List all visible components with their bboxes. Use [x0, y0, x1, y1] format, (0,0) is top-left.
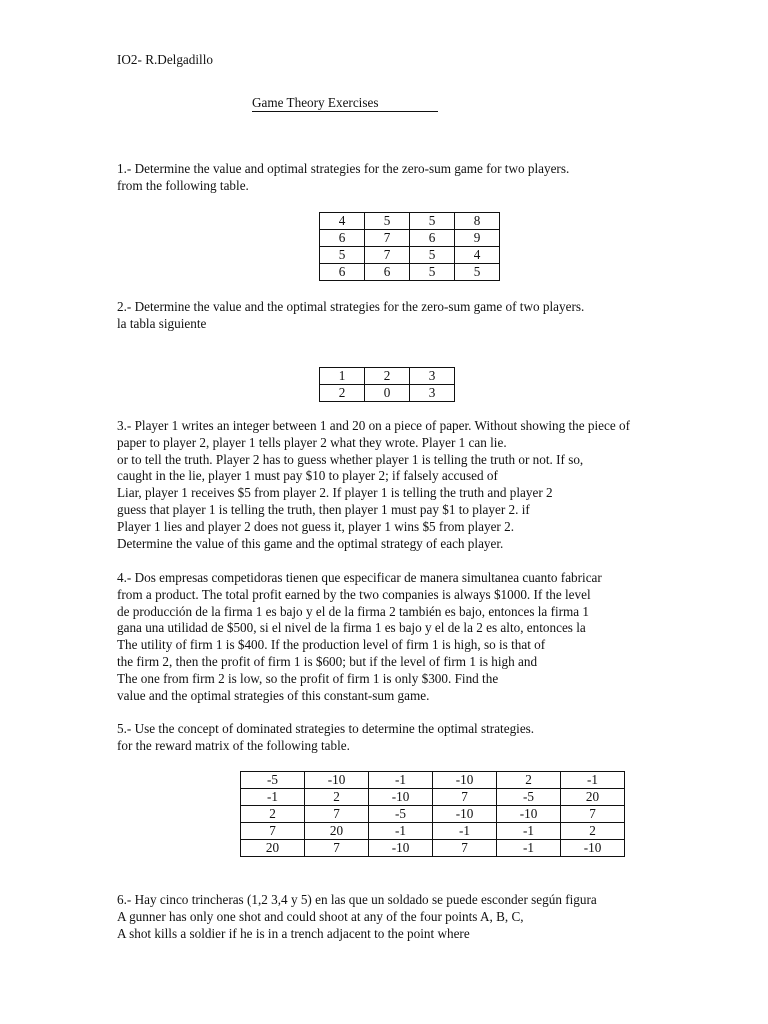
table-row [241, 823, 625, 840]
title-underline [252, 95, 438, 112]
exercise-1-table [319, 212, 500, 281]
exercise-1-line: 1.- Determine the value and optimal strategies for the zero-sum game for two players. [117, 161, 570, 176]
table-cell: 20 [561, 789, 625, 806]
exercise-2-line: la tabla siguiente [117, 315, 207, 331]
table-cell: 5 [410, 213, 455, 230]
table-cell: 2 [365, 368, 410, 385]
table-cell: -10 [433, 806, 497, 823]
exercise-3-line: paper to player 2, player 1 tells player 2 what they wrote. Player 1 can lie. [117, 434, 507, 450]
exercise-3-line: or to tell the truth. Player 2 has to guess whether player 1 is telling the truth or not. If so, [117, 451, 584, 467]
table-cell: 6 [410, 230, 455, 247]
table-row [320, 368, 455, 385]
table-row [241, 806, 625, 823]
table-cell: 7 [561, 806, 625, 823]
table-cell: -5 [497, 789, 561, 806]
table-cell: -5 [369, 806, 433, 823]
table-cell: -1 [433, 823, 497, 840]
exercise-6-line: A shot kills a soldier if he is in a trench adjacent to the point where [117, 925, 470, 941]
table-cell: 6 [320, 230, 365, 247]
table-cell: 5 [365, 213, 410, 230]
table-cell: 2 [497, 772, 561, 789]
table-cell: 7 [305, 840, 369, 857]
table-cell: -10 [497, 806, 561, 823]
table-cell: -10 [369, 840, 433, 857]
exercise-4-line: the firm 2, then the profit of firm 1 is $600; but if the level of firm 1 is high and [117, 653, 538, 669]
exercise-6-line: A gunner has only one shot and could shoot at any of the four points A, B, C, [117, 908, 524, 924]
table-cell: 1 [320, 368, 365, 385]
table-row [320, 264, 500, 281]
exercise-2-table [319, 367, 455, 402]
table-cell: 5 [410, 247, 455, 264]
table-cell: -10 [369, 789, 433, 806]
exercise-4-line: 4.- Dos empresas competidoras tienen que especificar de manera simultanea cuanto fabricar [117, 570, 602, 585]
table-cell: -1 [497, 840, 561, 857]
table-cell: 2 [241, 806, 305, 823]
exercise-4-line: value and the optimal strategies of this constant-sum game. [117, 687, 430, 703]
exercise-3-line: Player 1 lies and player 2 does not guess it, player 1 wins $5 from player 2. [117, 518, 515, 534]
table-cell: -5 [241, 772, 305, 789]
exercise-3-line: Determine the value of this game and the optimal strategy of each player. [117, 535, 504, 551]
exercise-6-text [117, 892, 597, 942]
exercise-5-line: for the reward matrix of the following table. [117, 737, 350, 753]
table-row [320, 385, 455, 402]
table-cell: -10 [561, 840, 625, 857]
table-cell: 2 [305, 789, 369, 806]
exercise-1-text [117, 161, 569, 195]
table-cell: 9 [455, 230, 500, 247]
table-cell: 4 [455, 247, 500, 264]
table-cell: 8 [455, 213, 500, 230]
author-header: IO2- R.Delgadillo [117, 52, 213, 67]
table-cell: 7 [433, 840, 497, 857]
exercise-3-line: Liar, player 1 receives $5 from player 2. If player 1 is telling the truth and player 2 [117, 485, 553, 501]
table-cell: 0 [365, 385, 410, 402]
exercise-4-line: de producción de la firma 1 es bajo y el de la firma 2 también es bajo, entonces la firma 1 [117, 603, 590, 619]
exercise-6-line: 6.- Hay cinco trincheras (1,2 3,4 y 5) en las que un soldado se puede esconder según figura [117, 892, 597, 907]
exercise-4-line: The utility of firm 1 is $400. If the production level of firm 1 is high, so is that of [117, 637, 546, 653]
table-cell: 5 [410, 264, 455, 281]
table-cell: -1 [241, 789, 305, 806]
table-cell: 6 [365, 264, 410, 281]
exercise-2-line: 2.- Determine the value and the optimal strategies for the zero-sum game of two players. [117, 299, 585, 314]
exercise-4-line: The one from firm 2 is low, so the profit of firm 1 is only $300. Find the [117, 670, 499, 686]
page-title: Game Theory Exercises [252, 95, 379, 110]
table-cell: -1 [497, 823, 561, 840]
table-cell: -1 [369, 772, 433, 789]
exercise-5-table [240, 771, 625, 857]
table-cell: 7 [305, 806, 369, 823]
exercise-5-line: 5.- Use the concept of dominated strategies to determine the optimal strategies. [117, 721, 535, 736]
exercise-4-text [117, 570, 602, 704]
table-cell: 3 [410, 385, 455, 402]
exercise-1-line: from the following table. [117, 177, 249, 193]
table-row [320, 230, 500, 247]
exercise-3-text [117, 418, 630, 552]
exercise-3-line: caught in the lie, player 1 must pay $10 to player 2; if falsely accused of [117, 468, 498, 484]
table-row [320, 247, 500, 264]
exercise-2-text [117, 299, 584, 333]
exercise-4-line: from a product. The total profit earned by the two companies is always $1000. If the level [117, 586, 591, 602]
table-cell: 3 [410, 368, 455, 385]
exercise-1-table-body [320, 213, 500, 281]
exercise-3-line: 3.- Player 1 writes an integer between 1 and 20 on a piece of paper. Without showing the piece of [117, 418, 631, 433]
table-cell: 7 [241, 823, 305, 840]
table-cell: 20 [305, 823, 369, 840]
table-cell: 7 [365, 230, 410, 247]
table-row [241, 772, 625, 789]
table-cell: 2 [320, 385, 365, 402]
table-cell: -10 [305, 772, 369, 789]
table-row [241, 840, 625, 857]
table-row [241, 789, 625, 806]
table-cell: 7 [433, 789, 497, 806]
table-cell: -10 [433, 772, 497, 789]
exercise-5-table-body [241, 772, 625, 857]
table-cell: 5 [455, 264, 500, 281]
table-cell: -1 [369, 823, 433, 840]
exercise-3-line: guess that player 1 is telling the truth, then player 1 must pay $1 to player 2. if [117, 501, 530, 517]
table-row [320, 213, 500, 230]
table-cell: 6 [320, 264, 365, 281]
table-cell: 20 [241, 840, 305, 857]
exercise-4-line: gana una utilidad de $500, si el nivel de la firma 1 es bajo y el de la 2 es alto, entonces la [117, 620, 586, 636]
exercise-5-text [117, 721, 534, 755]
table-cell: 5 [320, 247, 365, 264]
table-cell: 7 [365, 247, 410, 264]
table-cell: 2 [561, 823, 625, 840]
table-cell: 4 [320, 213, 365, 230]
table-cell: -1 [561, 772, 625, 789]
exercise-2-table-body [320, 368, 455, 402]
